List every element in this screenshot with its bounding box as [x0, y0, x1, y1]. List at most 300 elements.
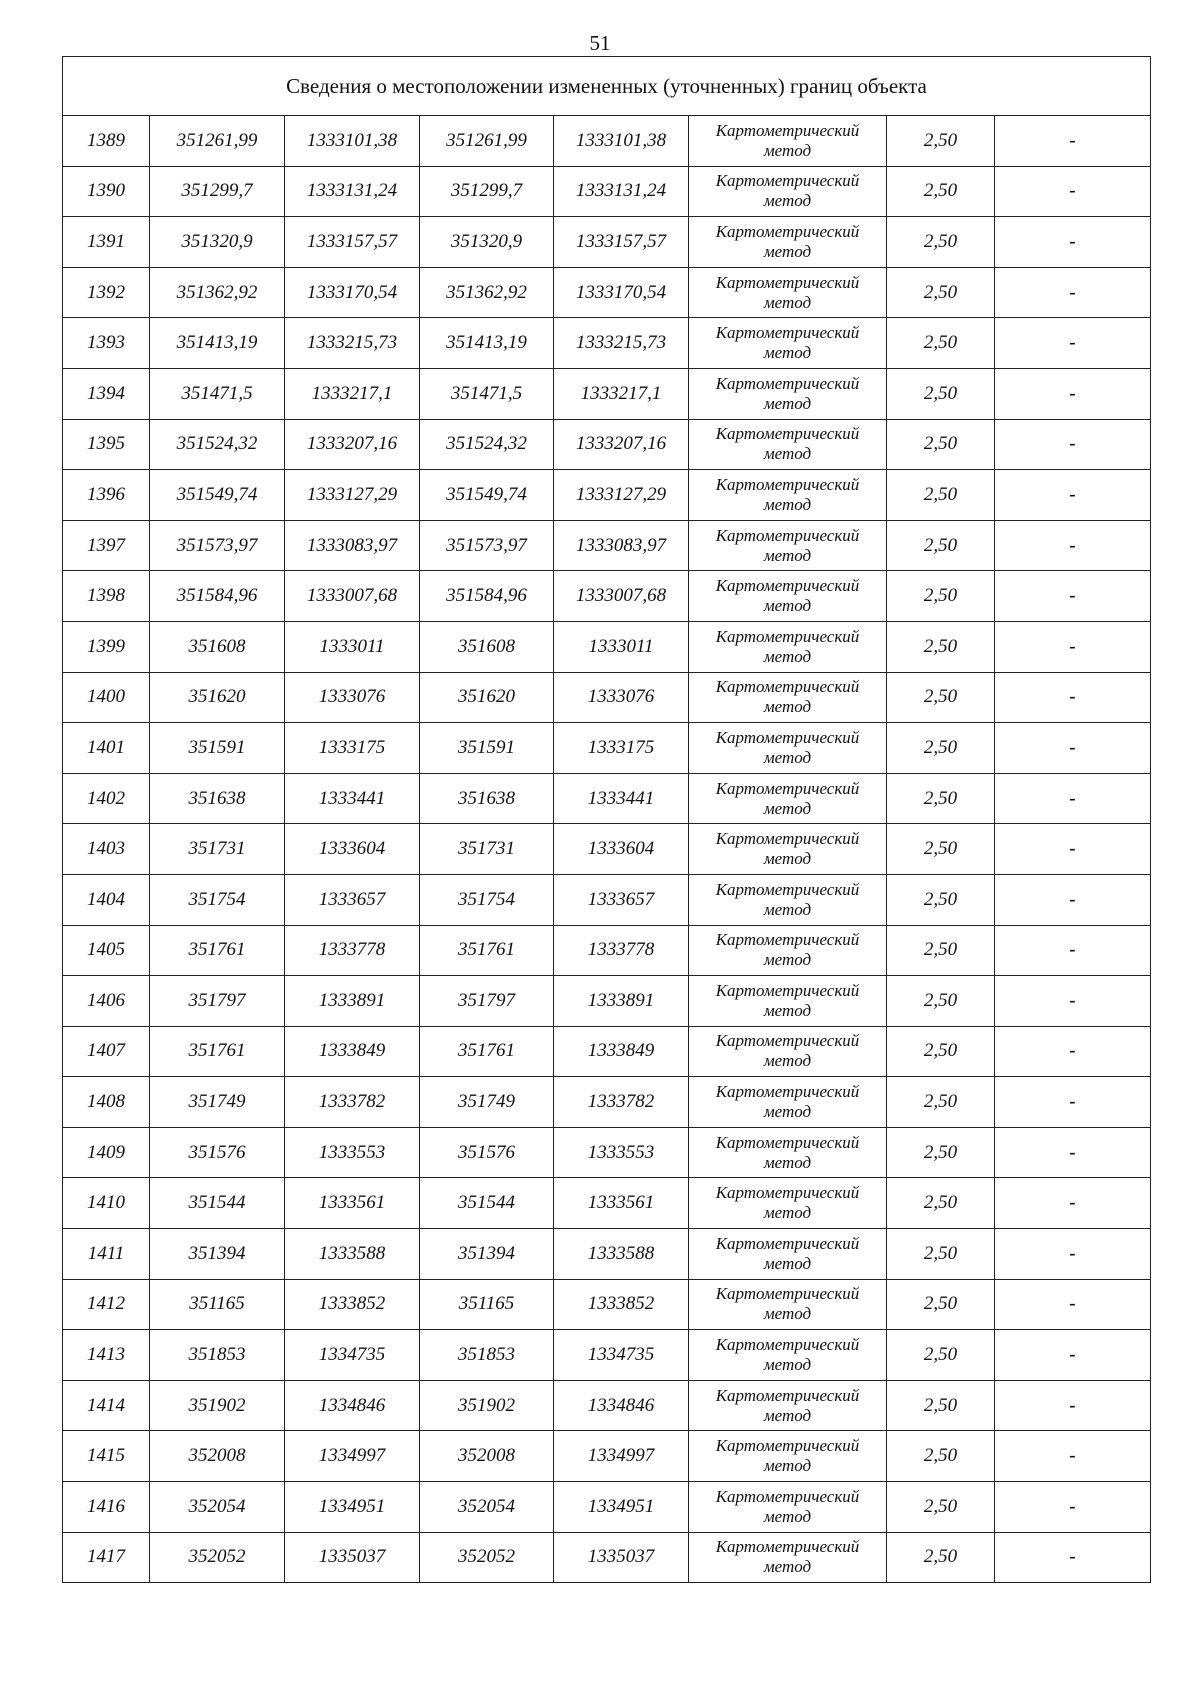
method-cell [689, 1127, 887, 1178]
accuracy-cell: 2,50 [887, 1229, 995, 1280]
note-cell: - [995, 1532, 1151, 1583]
note-cell: - [995, 470, 1151, 521]
method-line2: метод [763, 899, 812, 919]
accuracy-cell: 2,50 [887, 116, 995, 167]
existing-y-cell: 1333076 [285, 672, 420, 723]
refined-x-cell: 351471,5 [420, 368, 554, 419]
method-line1: Картометрический [715, 1082, 860, 1102]
accuracy-cell: 2,50 [887, 874, 995, 925]
accuracy-cell: 2,50 [887, 925, 995, 976]
method-cell [689, 1229, 887, 1280]
point-number-cell: 1404 [63, 874, 150, 925]
table-row [63, 874, 1151, 925]
accuracy-cell: 2,50 [887, 1532, 995, 1583]
refined-y-cell: 1333083,97 [554, 520, 689, 571]
existing-x-cell: 351608 [150, 621, 285, 672]
point-number-cell: 1407 [63, 1026, 150, 1077]
accuracy-cell: 2,50 [887, 520, 995, 571]
method-cell [689, 318, 887, 369]
method-cell [689, 1532, 887, 1583]
existing-y-cell: 1334846 [285, 1380, 420, 1431]
table-row [63, 318, 1151, 369]
method-cell [689, 1026, 887, 1077]
refined-y-cell: 1333778 [554, 925, 689, 976]
refined-x-cell: 351902 [420, 1380, 554, 1431]
refined-x-cell: 351731 [420, 824, 554, 875]
table-row [63, 1229, 1151, 1280]
table-title: Сведения о местоположении измененных (уточненных) границ объекта [63, 57, 1151, 116]
existing-y-cell: 1333217,1 [285, 368, 420, 419]
table-row [63, 571, 1151, 622]
refined-x-cell: 351413,19 [420, 318, 554, 369]
note-cell: - [995, 925, 1151, 976]
method-line2: метод [763, 1405, 812, 1425]
point-number-cell: 1416 [63, 1482, 150, 1533]
method-line2: метод [763, 747, 812, 767]
method-cell [689, 723, 887, 774]
refined-y-cell: 1334951 [554, 1482, 689, 1533]
existing-y-cell: 1333215,73 [285, 318, 420, 369]
method-cell [689, 1431, 887, 1482]
accuracy-cell: 2,50 [887, 1279, 995, 1330]
point-number-cell: 1415 [63, 1431, 150, 1482]
existing-x-cell: 351754 [150, 874, 285, 925]
method-line2: метод [763, 191, 812, 211]
refined-y-cell: 1333891 [554, 976, 689, 1027]
existing-y-cell: 1333561 [285, 1178, 420, 1229]
existing-y-cell: 1333604 [285, 824, 420, 875]
existing-y-cell: 1333101,38 [285, 116, 420, 167]
method-line1: Картометрический [715, 1335, 860, 1355]
method-line2: метод [763, 1304, 812, 1324]
table-row [63, 1026, 1151, 1077]
method-cell [689, 166, 887, 217]
table-row [63, 1330, 1151, 1381]
refined-y-cell: 1333007,68 [554, 571, 689, 622]
point-number-cell: 1413 [63, 1330, 150, 1381]
method-line2: метод [763, 494, 812, 514]
refined-x-cell: 351573,97 [420, 520, 554, 571]
existing-x-cell: 351573,97 [150, 520, 285, 571]
method-line2: метод [763, 292, 812, 312]
accuracy-cell: 2,50 [887, 1077, 995, 1128]
table-row [63, 672, 1151, 723]
existing-y-cell: 1333131,24 [285, 166, 420, 217]
existing-x-cell: 351576 [150, 1127, 285, 1178]
existing-y-cell: 1334951 [285, 1482, 420, 1533]
point-number-cell: 1390 [63, 166, 150, 217]
existing-y-cell: 1333441 [285, 773, 420, 824]
point-number-cell: 1412 [63, 1279, 150, 1330]
accuracy-cell: 2,50 [887, 621, 995, 672]
refined-y-cell: 1333441 [554, 773, 689, 824]
note-cell: - [995, 824, 1151, 875]
method-line2: метод [763, 1152, 812, 1172]
point-number-cell: 1391 [63, 217, 150, 268]
table-row [63, 621, 1151, 672]
point-number-cell: 1394 [63, 368, 150, 419]
note-cell: - [995, 166, 1151, 217]
accuracy-cell: 2,50 [887, 1178, 995, 1229]
table-row [63, 1482, 1151, 1533]
existing-x-cell: 351471,5 [150, 368, 285, 419]
method-line1: Картометрический [715, 1031, 860, 1051]
method-line2: метод [763, 798, 812, 818]
table-row [63, 166, 1151, 217]
method-line2: метод [763, 1506, 812, 1526]
refined-y-cell: 1333852 [554, 1279, 689, 1330]
method-line1: Картометрический [715, 1436, 860, 1456]
existing-x-cell: 351524,32 [150, 419, 285, 470]
note-cell: - [995, 1127, 1151, 1178]
point-number-cell: 1414 [63, 1380, 150, 1431]
table-row [63, 368, 1151, 419]
method-line2: метод [763, 241, 812, 261]
existing-y-cell: 1333852 [285, 1279, 420, 1330]
method-cell [689, 116, 887, 167]
accuracy-cell: 2,50 [887, 1380, 995, 1431]
note-cell: - [995, 672, 1151, 723]
refined-x-cell: 351797 [420, 976, 554, 1027]
method-cell [689, 976, 887, 1027]
method-line1: Картометрический [715, 1385, 860, 1405]
refined-x-cell: 351576 [420, 1127, 554, 1178]
point-number-cell: 1417 [63, 1532, 150, 1583]
table-row [63, 925, 1151, 976]
table-row [63, 1380, 1151, 1431]
method-cell [689, 824, 887, 875]
method-line1: Картометрический [715, 778, 860, 798]
method-cell [689, 773, 887, 824]
point-number-cell: 1402 [63, 773, 150, 824]
accuracy-cell: 2,50 [887, 824, 995, 875]
refined-y-cell: 1334846 [554, 1380, 689, 1431]
table-row [63, 773, 1151, 824]
boundary-coordinates-table [62, 56, 1151, 1583]
refined-x-cell: 351394 [420, 1229, 554, 1280]
existing-y-cell: 1333007,68 [285, 571, 420, 622]
existing-x-cell: 351902 [150, 1380, 285, 1431]
point-number-cell: 1393 [63, 318, 150, 369]
refined-y-cell: 1333170,54 [554, 267, 689, 318]
existing-y-cell: 1333170,54 [285, 267, 420, 318]
existing-x-cell: 351797 [150, 976, 285, 1027]
refined-x-cell: 352052 [420, 1532, 554, 1583]
method-line1: Картометрический [715, 1132, 860, 1152]
method-cell [689, 874, 887, 925]
refined-x-cell: 351591 [420, 723, 554, 774]
refined-y-cell: 1334735 [554, 1330, 689, 1381]
note-cell: - [995, 1330, 1151, 1381]
refined-y-cell: 1333131,24 [554, 166, 689, 217]
page-number: 51 [589, 31, 611, 55]
refined-y-cell: 1333127,29 [554, 470, 689, 521]
accuracy-cell: 2,50 [887, 267, 995, 318]
refined-x-cell: 351620 [420, 672, 554, 723]
method-line2: метод [763, 1051, 812, 1071]
method-line1: Картометрический [715, 677, 860, 697]
refined-y-cell: 1333849 [554, 1026, 689, 1077]
table-row [63, 1178, 1151, 1229]
point-number-cell: 1399 [63, 621, 150, 672]
refined-x-cell: 352008 [420, 1431, 554, 1482]
point-number-cell: 1392 [63, 267, 150, 318]
note-cell: - [995, 267, 1151, 318]
existing-x-cell: 351544 [150, 1178, 285, 1229]
existing-x-cell: 351549,74 [150, 470, 285, 521]
existing-x-cell: 351165 [150, 1279, 285, 1330]
refined-y-cell: 1333215,73 [554, 318, 689, 369]
accuracy-cell: 2,50 [887, 470, 995, 521]
existing-x-cell: 351320,9 [150, 217, 285, 268]
table-row [63, 1532, 1151, 1583]
method-cell [689, 1178, 887, 1229]
accuracy-cell: 2,50 [887, 1482, 995, 1533]
point-number-cell: 1397 [63, 520, 150, 571]
refined-x-cell: 351544 [420, 1178, 554, 1229]
method-line1: Картометрический [715, 474, 860, 494]
note-cell: - [995, 723, 1151, 774]
method-cell [689, 1330, 887, 1381]
accuracy-cell: 2,50 [887, 1330, 995, 1381]
table-row [63, 976, 1151, 1027]
table-row [63, 1127, 1151, 1178]
method-line1: Картометрический [715, 171, 860, 191]
method-line1: Картометрический [715, 1284, 860, 1304]
refined-x-cell: 351362,92 [420, 267, 554, 318]
method-cell [689, 1380, 887, 1431]
method-line2: метод [763, 1355, 812, 1375]
existing-x-cell: 351584,96 [150, 571, 285, 622]
table-row [63, 824, 1151, 875]
table-title-row [63, 57, 1151, 116]
existing-y-cell: 1333011 [285, 621, 420, 672]
method-line2: метод [763, 1253, 812, 1273]
note-cell: - [995, 1077, 1151, 1128]
refined-x-cell: 351853 [420, 1330, 554, 1381]
point-number-cell: 1411 [63, 1229, 150, 1280]
existing-y-cell: 1333127,29 [285, 470, 420, 521]
note-cell: - [995, 1482, 1151, 1533]
existing-x-cell: 351761 [150, 925, 285, 976]
method-cell [689, 1077, 887, 1128]
method-cell [689, 470, 887, 521]
existing-y-cell: 1333657 [285, 874, 420, 925]
refined-y-cell: 1333657 [554, 874, 689, 925]
existing-x-cell: 351261,99 [150, 116, 285, 167]
point-number-cell: 1389 [63, 116, 150, 167]
refined-y-cell: 1333076 [554, 672, 689, 723]
note-cell: - [995, 1026, 1151, 1077]
refined-y-cell: 1333588 [554, 1229, 689, 1280]
method-line1: Картометрический [715, 930, 860, 950]
note-cell: - [995, 318, 1151, 369]
refined-y-cell: 1333175 [554, 723, 689, 774]
method-line1: Картометрический [715, 576, 860, 596]
point-number-cell: 1406 [63, 976, 150, 1027]
method-line2: метод [763, 545, 812, 565]
accuracy-cell: 2,50 [887, 672, 995, 723]
table-row [63, 116, 1151, 167]
method-line1: Картометрический [715, 525, 860, 545]
method-line1: Картометрический [715, 1183, 860, 1203]
point-number-cell: 1408 [63, 1077, 150, 1128]
note-cell: - [995, 419, 1151, 470]
refined-x-cell: 351584,96 [420, 571, 554, 622]
method-line2: метод [763, 1000, 812, 1020]
refined-y-cell: 1333782 [554, 1077, 689, 1128]
method-line1: Картометрический [715, 1537, 860, 1557]
existing-x-cell: 351761 [150, 1026, 285, 1077]
note-cell: - [995, 1279, 1151, 1330]
note-cell: - [995, 217, 1151, 268]
method-cell [689, 621, 887, 672]
method-cell [689, 267, 887, 318]
point-number-cell: 1396 [63, 470, 150, 521]
existing-x-cell: 352008 [150, 1431, 285, 1482]
method-line1: Картометрический [715, 373, 860, 393]
refined-x-cell: 351165 [420, 1279, 554, 1330]
table-row [63, 217, 1151, 268]
existing-y-cell: 1333175 [285, 723, 420, 774]
existing-y-cell: 1333157,57 [285, 217, 420, 268]
table-row [63, 267, 1151, 318]
note-cell: - [995, 116, 1151, 167]
refined-x-cell: 351261,99 [420, 116, 554, 167]
method-line1: Картометрический [715, 272, 860, 292]
method-line2: метод [763, 140, 812, 160]
accuracy-cell: 2,50 [887, 1127, 995, 1178]
method-line1: Картометрический [715, 879, 860, 899]
method-line2: метод [763, 646, 812, 666]
method-cell [689, 520, 887, 571]
refined-y-cell: 1333101,38 [554, 116, 689, 167]
method-line2: метод [763, 950, 812, 970]
existing-x-cell: 351591 [150, 723, 285, 774]
method-line1: Картометрический [715, 323, 860, 343]
existing-x-cell: 351394 [150, 1229, 285, 1280]
existing-y-cell: 1333207,16 [285, 419, 420, 470]
accuracy-cell: 2,50 [887, 166, 995, 217]
existing-x-cell: 351362,92 [150, 267, 285, 318]
existing-x-cell: 352054 [150, 1482, 285, 1533]
note-cell: - [995, 1431, 1151, 1482]
existing-y-cell: 1335037 [285, 1532, 420, 1583]
accuracy-cell: 2,50 [887, 368, 995, 419]
refined-x-cell: 351299,7 [420, 166, 554, 217]
method-cell [689, 1482, 887, 1533]
table-row [63, 1077, 1151, 1128]
method-line1: Картометрический [715, 221, 860, 241]
note-cell: - [995, 571, 1151, 622]
existing-x-cell: 351299,7 [150, 166, 285, 217]
note-cell: - [995, 874, 1151, 925]
method-line1: Картометрический [715, 424, 860, 444]
existing-y-cell: 1333778 [285, 925, 420, 976]
note-cell: - [995, 621, 1151, 672]
refined-x-cell: 351549,74 [420, 470, 554, 521]
refined-x-cell: 351761 [420, 1026, 554, 1077]
method-line1: Картометрический [715, 829, 860, 849]
accuracy-cell: 2,50 [887, 419, 995, 470]
note-cell: - [995, 520, 1151, 571]
refined-y-cell: 1333207,16 [554, 419, 689, 470]
method-line1: Картометрический [715, 120, 860, 140]
accuracy-cell: 2,50 [887, 773, 995, 824]
refined-x-cell: 351749 [420, 1077, 554, 1128]
refined-x-cell: 351608 [420, 621, 554, 672]
method-line1: Картометрический [715, 626, 860, 646]
method-line1: Картометрический [715, 980, 860, 1000]
refined-y-cell: 1333011 [554, 621, 689, 672]
method-line2: метод [763, 697, 812, 717]
point-number-cell: 1410 [63, 1178, 150, 1229]
method-cell [689, 672, 887, 723]
point-number-cell: 1395 [63, 419, 150, 470]
existing-y-cell: 1334735 [285, 1330, 420, 1381]
method-line2: метод [763, 1102, 812, 1122]
note-cell: - [995, 976, 1151, 1027]
method-cell [689, 368, 887, 419]
note-cell: - [995, 1178, 1151, 1229]
accuracy-cell: 2,50 [887, 318, 995, 369]
method-cell [689, 419, 887, 470]
existing-x-cell: 351853 [150, 1330, 285, 1381]
existing-x-cell: 351638 [150, 773, 285, 824]
accuracy-cell: 2,50 [887, 571, 995, 622]
refined-y-cell: 1333561 [554, 1178, 689, 1229]
method-line1: Картометрический [715, 1233, 860, 1253]
accuracy-cell: 2,50 [887, 723, 995, 774]
method-line2: метод [763, 1456, 812, 1476]
existing-x-cell: 351413,19 [150, 318, 285, 369]
refined-x-cell: 351761 [420, 925, 554, 976]
table-row [63, 723, 1151, 774]
existing-y-cell: 1333849 [285, 1026, 420, 1077]
point-number-cell: 1405 [63, 925, 150, 976]
existing-x-cell: 351731 [150, 824, 285, 875]
refined-y-cell: 1333217,1 [554, 368, 689, 419]
existing-y-cell: 1333588 [285, 1229, 420, 1280]
method-line2: метод [763, 444, 812, 464]
method-cell [689, 925, 887, 976]
method-line2: метод [763, 1557, 812, 1577]
point-number-cell: 1403 [63, 824, 150, 875]
note-cell: - [995, 773, 1151, 824]
method-cell [689, 571, 887, 622]
existing-y-cell: 1333083,97 [285, 520, 420, 571]
method-line1: Картометрический [715, 1486, 860, 1506]
refined-y-cell: 1333604 [554, 824, 689, 875]
table-row [63, 1431, 1151, 1482]
existing-x-cell: 352052 [150, 1532, 285, 1583]
accuracy-cell: 2,50 [887, 217, 995, 268]
point-number-cell: 1400 [63, 672, 150, 723]
method-line2: метод [763, 393, 812, 413]
method-line1: Картометрический [715, 727, 860, 747]
existing-x-cell: 351620 [150, 672, 285, 723]
refined-x-cell: 352054 [420, 1482, 554, 1533]
method-cell [689, 217, 887, 268]
method-line2: метод [763, 343, 812, 363]
accuracy-cell: 2,50 [887, 1431, 995, 1482]
refined-x-cell: 351754 [420, 874, 554, 925]
point-number-cell: 1409 [63, 1127, 150, 1178]
method-line2: метод [763, 596, 812, 616]
method-line2: метод [763, 849, 812, 869]
existing-x-cell: 351749 [150, 1077, 285, 1128]
accuracy-cell: 2,50 [887, 1026, 995, 1077]
